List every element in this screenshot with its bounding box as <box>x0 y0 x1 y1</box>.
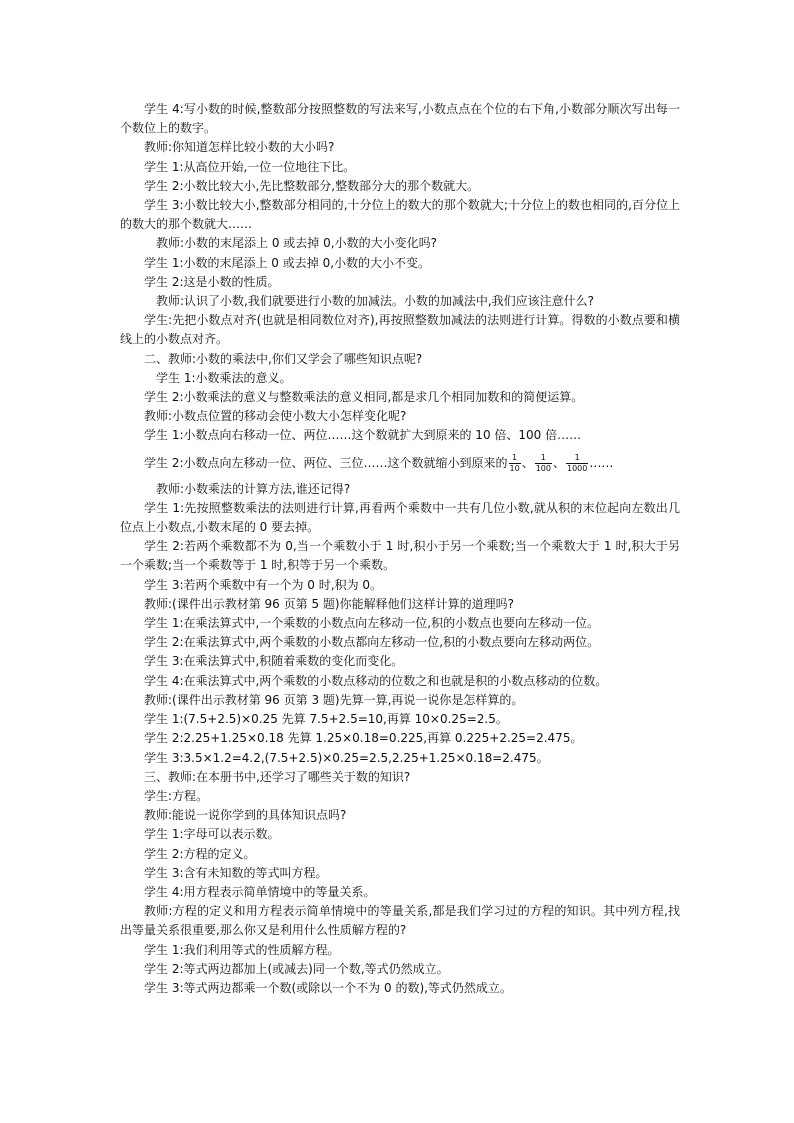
paragraph: 学生 4:在乘法算式中,两个乘数的小数点移动的位数之和也就是积的小数点移动的位数。 <box>144 673 608 688</box>
paragraph: 学生 4:用方程表示简单情境中的等量关系。 <box>144 884 376 899</box>
paragraph: 学生 1:字母可以表示数。 <box>144 827 280 842</box>
fraction-one-hundredth <box>535 453 552 474</box>
paragraph: 教师:(课件出示教材第 96 页第 3 题)先算一算,再说一说你是怎样算的。 <box>144 692 524 707</box>
paragraph: 学生:方程。 <box>144 788 209 803</box>
paragraph: 教师:能说一说你学到的具体知识点吗? <box>144 808 347 823</box>
paragraph: 教师:认识了小数,我们就要进行小数的加减法。小数的加减法中,我们应该注意什么? <box>156 294 595 309</box>
paragraph: 学生:先把小数点对齐(也就是相同数位对齐),再按照整数加减法的法则进行计算。得数的小数点要和横线上的小数点对齐。 <box>120 313 680 347</box>
fraction-separator: 、 <box>552 455 565 470</box>
document-page <box>120 100 680 998</box>
fraction-separator: 、 <box>521 455 534 470</box>
paragraph: 学生 3:小数比较大小,整数部分相同的,十分位上的数大的那个数就大;十分位上的数也相同的,百分位上的数大的那个数就大…… <box>120 198 680 232</box>
paragraph-text: 学生 2:小数点向左移动一位、两位、三位……这个数就缩小到原来的 <box>144 455 508 470</box>
paragraph: 学生 2:小数比较大小,先比整数部分,整数部分大的那个数就大。 <box>144 178 480 193</box>
fraction-numerator: 1 <box>535 453 552 464</box>
paragraph: 学生 1:从高位开始,一位一位地往下比。 <box>144 159 356 174</box>
ellipsis: …… <box>589 455 614 470</box>
paragraph: 学生 2:这是小数的性质。 <box>144 274 280 289</box>
paragraph-with-fractions <box>120 448 680 478</box>
paragraph: 学生 2:等式两边都加上(或减去)同一个数,等式仍然成立。 <box>144 961 449 976</box>
fraction-denominator: 10 <box>509 463 520 473</box>
paragraph: 教师:小数的末尾添上 0 或去掉 0,小数的大小变化吗? <box>156 236 437 251</box>
paragraph: 学生 1:先按照整数乘法的法则进行计算,再看两个乘数中一共有几位小数,就从积的末位起向左数出几位点上小数点,小数末尾的 0 要去掉。 <box>120 500 680 535</box>
paragraph: 学生 2:方程的定义。 <box>144 846 256 861</box>
paragraph: 学生 3:3.5×1.2=4.2,(7.5+2.5)×0.25=2.5,2.25+1.25×0.18=2.475。 <box>144 750 549 765</box>
fraction-denominator: 1000 <box>567 463 588 473</box>
paragraph: 学生 3:等式两边都乘一个数(或除以一个不为 0 的数),等式仍然成立。 <box>144 980 512 995</box>
paragraph: 教师:方程的定义和用方程表示简单情境中的等量关系,都是我们学习过的方程的知识。其中列方程,找出等量关系很重要,那么你又是利用什么性质解方程的? <box>120 904 680 938</box>
paragraph: 学生 1:我们利用等式的性质解方程。 <box>144 942 340 957</box>
fraction-one-thousandth <box>566 453 588 474</box>
fraction-numerator: 1 <box>566 453 588 464</box>
paragraph: 学生 3:在乘法算式中,积随着乘数的变化而变化。 <box>144 654 404 669</box>
paragraph: 学生 1:在乘法算式中,一个乘数的小数点向左移动一位,积的小数点也要向左移动一位。 <box>144 616 600 631</box>
paragraph: 学生 1:小数乘法的意义。 <box>156 370 292 385</box>
paragraph: 三、教师:在本册书中,还学习了哪些关于数的知识? <box>144 769 411 784</box>
fraction-numerator: 1 <box>509 453 521 464</box>
paragraph: 教师:你知道怎样比较小数的大小吗? <box>144 140 335 155</box>
paragraph: 教师:(课件出示教材第 96 页第 5 题)你能解释他们这样计算的道理吗? <box>144 596 514 611</box>
paragraph: 学生 1:小数的末尾添上 0 或去掉 0,小数的大小不变。 <box>144 255 431 270</box>
paragraph: 学生 3:若两个乘数中有一个为 0 时,积为 0。 <box>144 577 383 592</box>
paragraph: 学生 4:写小数的时候,整数部分按照整数的写法来写,小数点点在个位的右下角,小数部分顺次写出每一个数位上的数字。 <box>120 102 680 136</box>
paragraph: 学生 1:小数点向右移动一位、两位……这个数就扩大到原来的 10 倍、100 倍…… <box>144 428 582 443</box>
paragraph: 教师:小数乘法的计算方法,谁还记得? <box>156 481 351 496</box>
paragraph: 学生 2:小数乘法的意义与整数乘法的意义相同,都是求几个相同加数和的简便运算。 <box>144 390 584 405</box>
paragraph: 学生 2:2.25+1.25×0.18 先算 1.25×0.18=0.225,再算 0.225+2.25=2.475。 <box>144 731 583 746</box>
paragraph: 学生 3:含有未知数的等式叫方程。 <box>144 865 328 880</box>
paragraph: 学生 2:若两个乘数都不为 0,当一个乘数小于 1 时,积小于另一个乘数;当一个乘数大于 1 时,积大于另一个乘数;当一个乘数等于 1 时,积等于另一个乘数。 <box>120 539 680 573</box>
fraction-one-tenth <box>509 453 521 474</box>
paragraph: 学生 1:(7.5+2.5)×0.25 先算 7.5+2.5=10,再算 10×0.25=2.5。 <box>144 712 508 727</box>
fraction-denominator: 100 <box>535 463 551 473</box>
paragraph: 二、教师:小数的乘法中,你们又学会了哪些知识点呢? <box>144 351 423 366</box>
paragraph: 教师:小数点位置的移动会使小数大小怎样变化呢? <box>144 409 407 424</box>
paragraph: 学生 2:在乘法算式中,两个乘数的小数点都向左移动一位,积的小数点要向左移动两位。 <box>144 635 600 650</box>
